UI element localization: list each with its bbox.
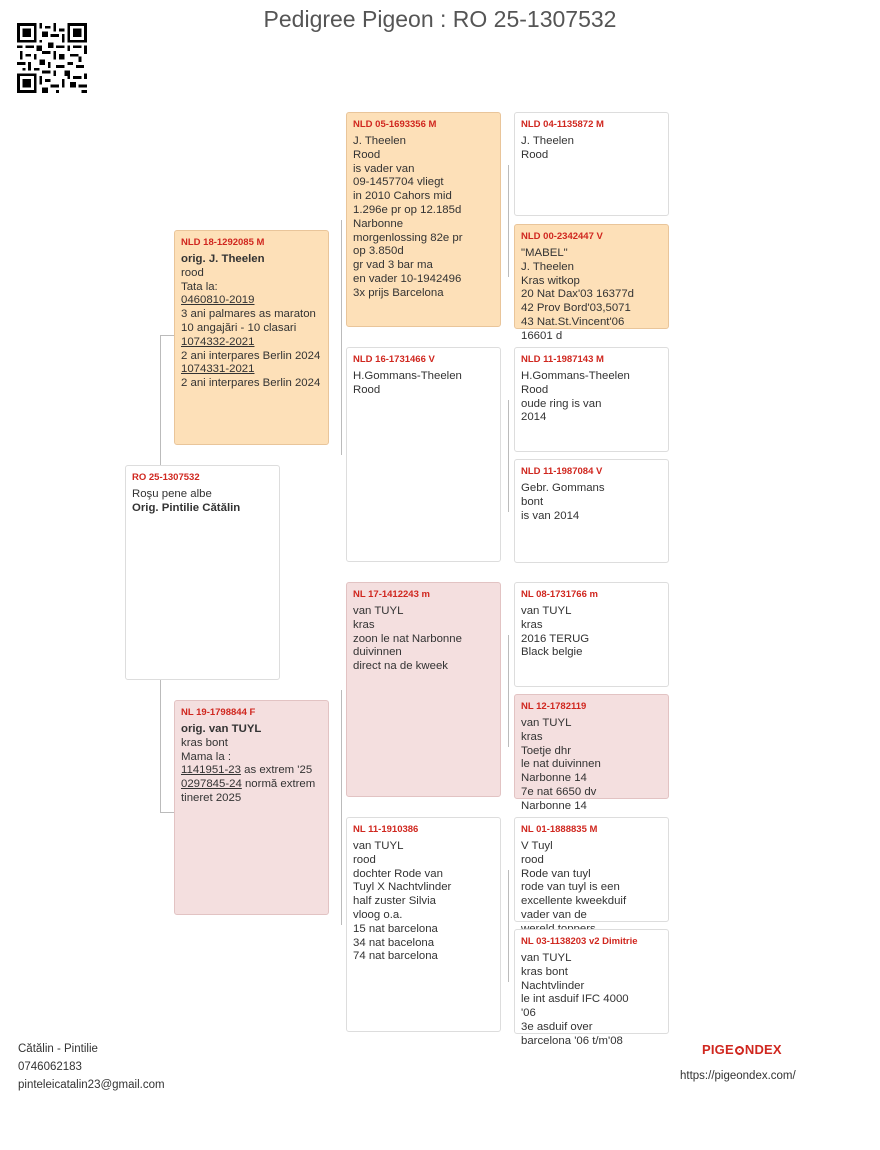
pigeon-info-line: 3x prijs Barcelona: [353, 286, 444, 299]
pigeon-info-line: Rode van tuyl: [521, 867, 591, 880]
ring-number: NLD 11-1987143 M: [521, 354, 604, 365]
pigeon-info-line: zoon le nat Narbonne: [353, 632, 462, 645]
pigeon-info-line: normă extrem: [241, 778, 316, 791]
pigeon-card-ff[interactable]: [346, 112, 501, 327]
pigeon-card-fmm[interactable]: [514, 459, 669, 563]
ring-number: RO 25-1307532: [132, 472, 200, 483]
logo-text-left: PIGE: [702, 1042, 734, 1057]
pigeon-info-line: van TUYL: [521, 952, 572, 964]
website-link[interactable]: https://pigeondex.com/: [680, 1070, 796, 1082]
pigeon-info-line: Roşu pene albe: [132, 488, 212, 500]
pigeon-info-line: duivinnen: [353, 646, 402, 659]
pigeon-info-line: en vader 10-1942496: [353, 272, 462, 285]
ring-number: NLD 11-1987084 V: [521, 466, 603, 477]
pigeon-card-ffm[interactable]: [514, 224, 669, 342]
pigeon-info-line: barcelona '06 t/m'08: [521, 1034, 623, 1047]
pigeon-info-line: vloog o.a.: [353, 908, 403, 921]
pigeon-info-line: Tata la:: [181, 280, 218, 293]
offspring-link[interactable]: 1074332-2021: [181, 335, 255, 348]
pigeon-info-line: Toetje dhr: [521, 744, 572, 757]
pigeon-info-line: oude ring is van: [521, 397, 602, 410]
pigeon-info-line: kras bont: [181, 736, 228, 749]
pigeon-info-line: Gebr. Gommans: [521, 482, 605, 494]
owner-name: Cătălin - Pintilie: [18, 1043, 98, 1055]
pigeon-card-mm[interactable]: [346, 817, 501, 1032]
ring-number: NL 12-1782119: [521, 701, 587, 712]
pigeon-info-line: is van 2014: [521, 509, 580, 522]
pigeon-card-mfm[interactable]: [514, 694, 669, 812]
pigeon-card-father[interactable]: [174, 230, 329, 445]
ring-number: NL 08-1731766 m: [521, 589, 598, 600]
pigeon-info-line: rood: [521, 853, 544, 866]
pigeon-info-line: Narbonne 14: [521, 772, 587, 785]
pigeon-info-line: Nachtvlinder: [521, 979, 585, 992]
pigeon-info-line: Tuyl X Nachtvlinder: [353, 881, 452, 894]
pigeon-info-line: Black belgie: [521, 646, 583, 659]
pigeon-info-line: 7e nat 6650 dv: [521, 785, 597, 798]
pigeon-info-line: 3e asduif over: [521, 1020, 593, 1033]
pigeon-card-subject[interactable]: [125, 465, 280, 680]
pigeon-info-line: Narbonne 14: [521, 799, 587, 812]
pigeon-info-line: Rood: [521, 148, 549, 161]
pigeon-info-line: in 2010 Cahors mid: [353, 190, 452, 203]
pigeon-info-line: H.Gommans-Theelen: [353, 370, 462, 382]
pigeon-info-line: kras bont: [521, 965, 568, 978]
pigeon-info-line: Rood: [353, 148, 381, 161]
pigeon-info-line: rood: [181, 266, 204, 279]
pigeon-info-line: Mama la :: [181, 750, 232, 763]
pigeon-info-line: 16601 d: [521, 329, 563, 342]
pigeon-info-line: 2 ani interpares Berlin 2024: [181, 349, 321, 362]
ring-number: NLD 18-1292085 M: [181, 237, 265, 248]
pigeon-info-line: "MABEL": [521, 247, 568, 259]
page-title: Pedigree Pigeon : RO 25-1307532: [263, 6, 617, 32]
offspring-link[interactable]: 1074331-2021: [181, 363, 255, 376]
connector-mother: [160, 812, 175, 813]
pigeon-info-line: gr vad 3 bar ma: [353, 259, 433, 272]
pigeon-info-line: Kras witkop: [521, 274, 580, 287]
pigeondex-logo[interactable]: [702, 1042, 782, 1057]
pigeon-card-mff[interactable]: [514, 582, 669, 687]
pigeon-info-line: vader van de: [521, 908, 587, 921]
owner-contact: [18, 1040, 165, 1094]
ring-number: NL 01-1888835 M: [521, 824, 598, 835]
pigeon-card-mmf[interactable]: [514, 817, 669, 922]
ring-number: NLD 16-1731466 V: [353, 354, 435, 365]
pigeon-info-line: le int asduif IFC 4000: [521, 993, 629, 1006]
pigeon-card-mother[interactable]: [174, 700, 329, 915]
pigeon-info-line: tineret 2025: [181, 791, 242, 804]
pigeon-card-mmm[interactable]: [514, 929, 669, 1047]
logo-text-right: NDEX: [744, 1042, 782, 1057]
pigeon-info-line: H.Gommans-Theelen: [521, 370, 630, 382]
pigeon-info-line: Narbonne: [353, 217, 404, 230]
qr-code-icon: [17, 23, 87, 93]
pigeon-info-line: J. Theelen: [353, 135, 406, 147]
pigeon-info-line: 1.296e pr op 12.185d: [353, 203, 462, 216]
pigeon-info-line: J. Theelen: [521, 135, 574, 147]
ring-number: NLD 04-1135872 M: [521, 119, 604, 130]
pigeon-info-line: kras: [521, 618, 543, 631]
pigeon-info-line: half zuster Silvia: [353, 895, 436, 908]
pigeon-info-line: van TUYL: [353, 840, 404, 852]
pigeon-info-line: 20 Nat Dax'03 16377d: [521, 288, 634, 301]
pigeon-info-line: le nat duivinnen: [521, 758, 601, 771]
pigeon-info-line: 34 nat bacelona: [353, 936, 435, 949]
owner-email[interactable]: pinteleicatalin23@gmail.com: [18, 1079, 165, 1091]
pigeon-info-line: dochter Rode van: [353, 867, 443, 880]
pigeon-info-line: kras: [353, 618, 375, 631]
pigeon-info-line: excellente kweekduif: [521, 895, 627, 908]
pigeon-info-line: direct na de kweek: [353, 660, 448, 673]
pigeon-card-mf[interactable]: [346, 582, 501, 797]
ring-number: NLD 05-1693356 M: [353, 119, 437, 130]
pigeon-info-line: morgenlossing 82e pr: [353, 231, 463, 244]
pigeon-info-line: '06: [521, 1007, 536, 1020]
connector-fm-vertical: [508, 400, 509, 512]
pigeon-info-line: bont: [521, 495, 544, 508]
offspring-link[interactable]: 0460810-2019: [181, 294, 255, 307]
offspring-link[interactable]: 0297845-24: [181, 778, 242, 791]
pigeon-origin: orig. J. Theelen: [181, 253, 265, 265]
connector-mother-vertical: [341, 690, 342, 925]
pigeon-info-line: rode van tuyl is een: [521, 881, 620, 894]
ring-number: NL 03-1138203 v2 Dimitrie: [521, 936, 638, 947]
pigeon-info-line: 10 angajări - 10 clasari: [181, 321, 297, 334]
connector-ff-vertical: [508, 165, 509, 277]
pigeon-info-line: 74 nat barcelona: [353, 950, 438, 963]
pigeon-info-line: 09-1457704 vliegt: [353, 176, 444, 189]
pigeon-info-line: kras: [521, 730, 543, 743]
pigeon-info-line: as extrem '25: [240, 764, 313, 777]
pigeon-info-line: rood: [353, 853, 376, 866]
pigeon-info-line: Rood: [521, 383, 549, 396]
pigeon-info-line: op 3.850d: [353, 245, 404, 258]
pigeon-info-line: is vader van: [353, 162, 415, 175]
connector-mm-vertical: [508, 870, 509, 982]
pigeon-info-line: 42 Prov Bord'03,5071: [521, 302, 631, 315]
pigeon-info-line: van TUYL: [353, 605, 404, 617]
ring-number: NL 17-1412243 m: [353, 589, 430, 600]
pigeon-info-line: Rood: [353, 383, 381, 396]
ring-number: NLD 00-2342447 V: [521, 231, 603, 242]
pigeon-card-fm[interactable]: [346, 347, 501, 562]
ring-number: NL 19-1798844 F: [181, 707, 256, 718]
pigeon-info-line: V Tuyl: [521, 840, 553, 852]
pigeon-info-line: 15 nat barcelona: [353, 922, 438, 935]
pigeon-info-line: J. Theelen: [521, 260, 574, 273]
pigeon-origin: orig. van TUYL: [181, 723, 262, 735]
connector-father: [160, 335, 175, 336]
ring-number: NL 11-1910386: [353, 824, 419, 835]
pigeon-origin: Orig. Pintilie Cătălin: [132, 501, 241, 514]
connector-mf-vertical: [508, 635, 509, 747]
pigeon-info-line: 2 ani interpares Berlin 2024: [181, 377, 321, 390]
pigeon-info-line: 2014: [521, 411, 547, 424]
connector-father-vertical: [341, 220, 342, 455]
offspring-link[interactable]: 1141951-23: [181, 764, 241, 777]
logo-o-icon: [735, 1046, 744, 1055]
pigeon-info-line: 2016 TERUG: [521, 632, 590, 645]
owner-phone[interactable]: 0746062183: [18, 1061, 82, 1073]
pigeon-card-fff[interactable]: [514, 112, 669, 216]
pigeon-info-line: van TUYL: [521, 717, 572, 729]
pigeon-info-line: van TUYL: [521, 605, 572, 617]
pigeon-card-fmf[interactable]: [514, 347, 669, 452]
pigeon-info-line: 43 Nat.St.Vincent'06: [521, 315, 625, 328]
pigeon-info-line: 3 ani palmares as maraton: [181, 308, 316, 321]
